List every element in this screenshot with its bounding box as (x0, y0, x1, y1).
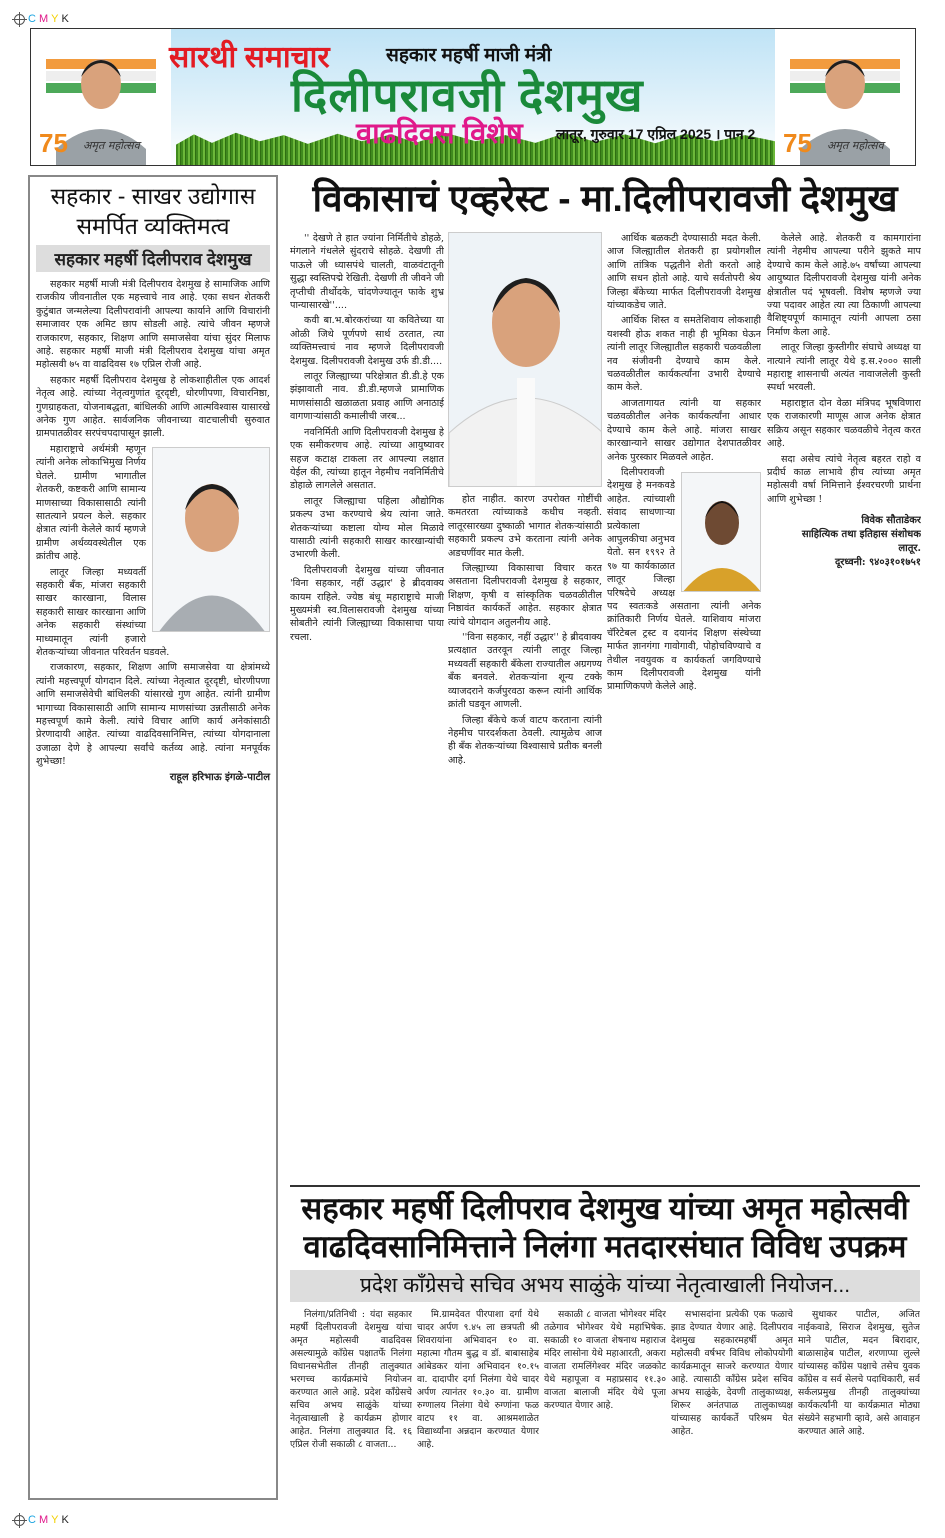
second-article-col-3 (544, 1308, 666, 1503)
paragraph: निलंगा/प्रतिनिधी : यंदा सहकार महर्षी दिलीपरावजी देशमुख यांचा अमृत महोत्सवी वाढदिवस असल्यामुळे काँग्रेस पक्षातर्फे निलंगा विधानसभेतील तीनही तालुक्यात भरगच्च कार्यक्रमांचे नियोजन करण्यात आले आहे. प्रदेश काँग्रेसचे सचिव अभय साळुंके यांच्या नेतृत्वाखाली हे कार्यक्रम होणार आहेत. निलंगा तालुक्यात दि. १६ एप्रिल रोजी सकाळी ८ वाजता... (290, 1309, 412, 1450)
dateline: लातूर, गुरुवार 17 एप्रिल 2025 । पान 2 (556, 126, 756, 142)
second-headline-line-1: सहकार महर्षी दिलीपराव देशमुख यांच्या अमृत महोत्सवी (301, 1191, 909, 1226)
amrut-mahotsav-logo: 75 (39, 128, 68, 158)
main-article-photo (448, 232, 602, 487)
paragraph: ''विना सहकार, नहीं उद्धार'' हे ब्रीदवाक्य प्रत्यक्षात उतरवून त्यांनी लातूर जिल्हा मध्यवर्ती सहकारी बँकेला राज्यातील अग्रगण्य बँक बनवले. शेतकऱ्यांना शून्य टक्के व्याजदराने कर्जपुरवठा करून त्यांनी आर्थिक क्रांती घडवून आणली. (448, 632, 602, 711)
main-article-col-3 (607, 232, 761, 1182)
paragraph: महाराष्ट्राचे अर्थमंत्री म्हणून त्यांनी अनेक लोकाभिमुख निर्णय घेतले. ग्रामीण भागातील शेतकरी, कष्टकरी आणि सामान्य माणसाच्या विकासासाठी त्यांनी सातत्याने प्रयत्न केले. सहकार क्षेत्रात त्यांनी केलेले कार्य म्हणजे ग्रामीण अर्थव्यवस्थेतील एक क्रांतीच आहे. (36, 443, 146, 563)
author-role: साहित्यिक तथा इतिहास संशोधक (801, 529, 921, 541)
paragraph: सभासदांना प्रत्येकी एक फळाचे झाड देण्यात येणार आहे. दिलीपराव देशमुख सहकारमहर्षी अमृत महोत्सवी वर्षभर विविध लोकोपयोगी कार्यक्रमातून साजरे करण्यात येणार आहे. त्यासाठी काँग्रेस प्रदेश सचिव अभय साळुंके, देवणी तालुकाध्यक्ष, शिरूर अनंतपाळ तालुकाध्यक्ष यांच्यासह कार्यकर्ते परिश्रम घेत आहेत. (671, 1309, 793, 1437)
paragraph: सहकार महर्षी दिलीपराव देशमुख हे लोकशाहीतील एक आदर्श नेतृत्व आहे. त्यांच्या नेतृत्वगुणांत दूरदृष्टी, धोरणीपणा, विचारनिष्ठा, गुणग्राहकता, योजनाबद्धता, बांधिलकी आणि आत्मविश्वास यासारखे अनेक गुण आहेत. सार्वजनिक जीवनाच्या वाटचालीची सुरुवात ग्रामपातळीवर सरपंचपदापासून झाली. (36, 374, 270, 440)
cmyk-mark-top (14, 13, 69, 25)
paragraph: सहकार महर्षी माजी मंत्री दिलीपराव देशमुख हे सामाजिक आणि राजकीय जीवनातील एक महत्त्वाचे नाव आहे. एका सधन शेतकरी कुटुंबात जन्मलेल्या दिलीपरावांनी आपल्या कार्याने आणि विचारांनी समाजावर एक अमिट छाप सोडली आहे. त्यांचे जीवन म्हणजे राजकारण, सहकार, शिक्षण आणि समाजसेवा यांचा सुंदर मिलाफ आहे. सहकार महर्षी माजी मंत्री दिलीपराव देशमुख यांचा अमृत महोत्सवी ७५ वा वाढदिवस १७ एप्रिल रोजी आहे. (36, 279, 270, 371)
second-subheadline: प्रदेश काँग्रेसचे सचिव अभय साळुंके यांच्या नेतृत्वाखाली नियोजन... (290, 1270, 920, 1302)
amrut-mahotsav-text: अमृत महोत्सव (827, 139, 884, 152)
left-article-signature: राहूल हरिभाऊ इंगळे-पाटील (169, 771, 270, 783)
paragraph: मि.ग्रामदेवत पीरपाशा दर्गा येथे चादर अर्पण ९.४५ ला छत्रपती श्री शिवरायांना अभिवादन १० वा. महात्मा गौतम बुद्ध व डॉ. बाबासाहेब आंबेडकर यांना अभिवादन १०.१५ वा. दादापीर दर्गा निलंगा येथे चादर अर्पण त्यानंतर १०.३० वा. ग्रामीण रुग्णालय निलंगा येथे रुग्णांना फळ वाटप ११ वा. आश्रमशाळेत विद्यार्थ्यांना अन्नदान करण्यात येणार आहे. (417, 1309, 539, 1450)
paragraph: लातूर जिल्ह्याच्या परिक्षेत्रात डी.डी.हे एक झंझावाती नाव. डी.डी.म्हणजे प्रामाणिक माणसांसाठी खळाळता प्रवाह आणि अनाठाई वागणाऱ्यांसाठी कमालीची जरब... (290, 371, 444, 423)
cmyk-c: C (28, 13, 36, 25)
amrut-mahotsav-logo: 75 (783, 128, 812, 158)
portrait-left (31, 29, 171, 165)
left-article-body (36, 278, 270, 785)
portrait-right (775, 29, 915, 165)
paragraph: राजकारण, सहकार, शिक्षण आणि समाजसेवा या क्षेत्रांमध्ये त्यांनी महत्त्वपूर्ण योगदान दिले. त्यांच्या नेतृत्वात दूरदृष्टी, धोरणीपणा आणि समाजसेवेची बांधिलकी यांसारखे गुण आहेत. त्यांनी ग्रामीण भागाच्या विकासासाठी आणि सामान्य माणसांच्या उन्नतीसाठी अनेक महत्त्वपूर्ण कामे केली. त्यांचे विचार आणि कार्य अनेकांसाठी प्रेरणादायी आहेत. त्यांच्या वाढदिवसानिमित्त, त्यांच्या योगदानाला उजाळा देणे हे आपल्या सर्वांचे कर्तव्य आहे. त्यांना मनपूर्वक शुभेच्छा! (36, 662, 270, 768)
banner-subtitle: सहकार महर्षी माजी मंत्री (386, 45, 552, 66)
portrait-photo-icon (153, 448, 270, 632)
second-headline-line-2: वाढदिवसानिमित्ताने निलंगा मतदारसंघात विविध उपक्रम (303, 1229, 907, 1264)
left-article (28, 175, 278, 1500)
banner-title: दिलीपरावजी देशमुख (291, 69, 644, 121)
section-divider (290, 1185, 920, 1187)
cmyk-c: C (28, 1514, 36, 1526)
author-place: लातूर. (898, 543, 921, 555)
paragraph: जिल्ह्याच्या विकासाचा विचार करत असताना दिलीपरावजी देशमुख हे सहकार, शिक्षण, कृषी व सांस्कृतिक चळवळीतील निष्ठावंत कार्यकर्ते आहेत. सहकार क्षेत्रात त्यांचे योगदान अतुलनीय आहे. (448, 563, 602, 628)
cmyk-m: M (38, 1514, 49, 1526)
second-article-col-5 (798, 1308, 920, 1503)
poem-quote: '' देखणे ते हात ज्यांना निर्मितीचे डोहळे, मंगलाने गंधलेले सुंदराचे सोहळे. देखणी ती पाऊले जी ध्यासपंथे चालती, वाळवंटातूनी सुद्धा स्वस्तिपद्मे रेखिती. देखणी ती जीवने जी तृप्तीची तीर्थोदके, चांदणेज्यातून फाके शुभ्र पान्यासारखे''.... (290, 233, 444, 312)
second-article-col-2 (417, 1308, 539, 1503)
paragraph: लातूर जिल्हा मध्यवर्ती सहकारी बँक, मांजरा सहकारी साखर कारखाना, विलास सहकारी साखर कारखाना आणि अनेक सहकारी संस्थांच्या माध्यमातून त्यांनी हजारो शेतकऱ्यांच्या जीवनात परिवर्तन घडवले. (36, 566, 170, 658)
paragraph: नवनिर्मिती आणि दिलीपरावजी देशमुख हे एक समीकरणच आहे. त्यांच्या आयुष्यावर सहज कटाक्ष टाकला तर आपल्या लक्षात येईल की, त्यांच्या हातून नेहमीच नवनिर्मितीचे डोहाळे लागलेले असतात. (290, 426, 444, 492)
author-photo-icon (682, 473, 761, 592)
paragraph: सकाळी ८ वाजता भोगेश्वर मंदिर तळेगाव भोगेश्वर येथे महाभिषेक. सकाळी १० वाजता शेषनाथ महाराज मंदिर लासोना येथे महाआरती, अकरा वाजता रामलिंगेश्वर मंदिर जळकोट येथे महापूजा व महाप्रसाद ११.३० वाजता बालाजी मंदिर येथे पूजा करण्यात येणार आहे. (544, 1309, 666, 1411)
paragraph: जिल्हा बँकेचे कर्ज वाटप करताना त्यांनी नेहमीच पारदर्शकता ठेवली. त्यामुळेच आज ही बँक शेतकऱ्यांच्या विश्वासाचे प्रतीक बनली आहे. (448, 714, 602, 766)
paragraph: होत नाहीत. कारण उपरोक्त गोष्टींची कमतरता त्यांच्याकडे कधीच नव्हती. लातूरसारख्या दुष्काळी भागात शेतकऱ्यांसाठी सहकारी प्रकल्प उभे करताना त्यांनी अनेक अडचणींवर मात केली. (448, 494, 602, 559)
second-article-col-4 (671, 1308, 793, 1503)
cmyk-y: Y (51, 13, 59, 25)
paragraph: सुधाकर पाटील, अजित नाईकवाडे, सिराज देशमुख, सुतेज माने पाटील, मदन बिरादार, बाळासाहेब पाटील, शरणाप्पा लुल्ले यांच्यासह काँग्रेस पक्षाचे तसेच युवक काँग्रेस व सर्व सेलचे पदाधिकारी, सर्व सर्कलप्रमुख तीनही तालुक्यांच्या कार्यकर्त्यांनी या कार्यक्रमात मोठ्या संख्येने सहभागी व्हावे, असे आवाहन करण्यात आले आहे. (798, 1309, 920, 1437)
left-article-photo (152, 447, 270, 632)
left-article-band: सहकार महर्षी दिलीपराव देशमुख (36, 245, 270, 272)
author-phone: दूरध्वनी: ९४०३१०१७५१ (834, 557, 921, 569)
paragraph: सदा असेच त्यांचे नेतृत्व बहरत राहो व प्रदीर्घ काळ लाभावे हीच त्यांच्या अमृत महोत्सवी वर्षा निमित्ताने ईश्वरचरणी प्रार्थना आणि शुभेच्छा ! (767, 453, 921, 505)
left-article-title: सहकार - साखर उद्योगास समर्पित व्यक्तिमत्व (50, 183, 256, 239)
cmyk-y: Y (51, 1514, 59, 1526)
main-article-col-2 (448, 232, 602, 1182)
paragraph: आर्थिक शिस्त व समतेशिवाय लोकशाही यशस्वी होऊ शकत नाही ही भूमिका घेऊन त्यांनी लातूर जिल्ह्यातील सहकारी चळवळीला नव संजीवनी देण्याचे काम केले. चळवळीतील कार्यकर्त्यांना उभारी देण्याचे काम केले. (607, 315, 761, 394)
author-photo (681, 472, 761, 592)
paragraph: महाराष्ट्रात दोन वेळा मंत्रिपद भूषविणारा एक राजकारणी माणूस आज अनेक क्षेत्रात सक्रिय असून सहकार चळवळीचे नेतृत्व करत आहे. (767, 397, 921, 450)
cmyk-k: K (61, 1514, 69, 1526)
second-article-col-1 (290, 1308, 412, 1503)
paragraph: लातूर जिल्ह्याचा पहिला औद्योगिक प्रकल्प उभा करण्याचे श्रेय त्यांना जाते. शेतकऱ्यांच्या कष्टाला योग्य मोल मिळावे यासाठी त्यांनी सहकारी साखर कारखान्यांची उभारणी केली. (290, 495, 444, 561)
paragraph: लातूर जिल्हा कुस्तीगीर संघाचे अध्यक्ष या नात्याने त्यांनी लातूर येथे इ.स.२००० साली महाराष्ट्र शासनाची अत्यंत नावाजलेली कुस्ती स्पर्धा भरवली. (767, 342, 921, 394)
cmyk-mark-bottom (14, 1514, 69, 1526)
amrut-mahotsav-text: अमृत महोत्सव (83, 139, 140, 152)
masthead-banner (30, 28, 916, 166)
paragraph: दिलीपरावजी देशमुख हे मनकवडे आहेत. त्यांच्याशी संवाद साधणाऱ्या प्रत्येकाला आपुलकीचा अनुभव येतो. सन १९९२ ते ९७ या कार्यकाळात लातूर जिल्हा परिषदेचे अध्यक्ष पद स्वतःकडे असताना त्यांनी अनेक क्रांतिकारी निर्णय घेतले. याशिवाय मांजरा चॅरिटेबल ट्रस्ट व दयानंद शिक्षण संस्थेच्या मार्फत ज्ञानगंगा गावोगावी, पोहोचविण्याचे व तेथील नवयुवक व कार्यकर्ता जगविण्याचे काम दिलीपरावजी देशमुख यांनी प्रामाणिकपणे केलेले आहे. (607, 466, 761, 693)
main-headline: विकासाचं एव्हरेस्ट - मा.दिलीपरावजी देशमुख (312, 178, 898, 219)
paragraph: आजतागायत त्यांनी या सहकार चळवळीतील अनेक कार्यकर्त्यांना आधार देण्याचे काम केले आहे. मांजरा साखर कारखान्याने साखर उद्योगात देशपातळीवर अनेक पुरस्कार मिळवले आहेत. (607, 397, 761, 463)
banner-special-edition: वाढदिवस विशेष (356, 118, 523, 150)
paragraph: आर्थिक बळकटी देण्यासाठी मदत केली. आज जिल्ह्यातील शेतकरी हा प्रयोगशील आणि तांत्रिक पद्धतीने शेती करतो आहे आणि सधन होतो आहे. याचे सर्वतोपरी श्रेय जिल्हा बँकेच्या मार्फत दिलीपरावजी देशमुख यांच्याकडेच जाते. (607, 233, 761, 312)
cmyk-k: K (61, 13, 69, 25)
registration-mark-icon (14, 14, 25, 25)
main-article-col-4 (767, 232, 921, 1182)
author-signature (767, 514, 921, 570)
second-headline (290, 1190, 920, 1266)
paragraph: दिलीपरावजी देशमुख यांच्या जीवनात 'विना सहकार, नहीं उद्धार' हे ब्रीदवाक्य कायम राहिले. ज्येष्ठ बंधू महाराष्ट्राचे माजी मुख्यमंत्री स्व.विलासरावजी देशमुख यांच्या सोबतीने त्यांनी जिल्ह्याच्या विकासाचा पाया रचला. (290, 564, 444, 643)
portrait-photo-icon (449, 233, 602, 487)
main-article-col-1 (290, 232, 444, 1182)
paragraph: केलेले आहे. शेतकरी व कामगारांना त्यांनी नेहमीच आपल्या परीने झुकते माप देण्याचे काम केले आहे.७५ वर्षांच्या आपल्या आयुष्यात दिलीपरावजी देशमुख यांनी अनेक क्षेत्रातील पदं भूषवली. विशेष म्हणजे ज्या ज्या पदावर आहेत त्या त्या ठिकाणी आपल्या वैशिष्ट्यपूर्ण कामातून त्यांनी आपला ठसा निर्माण केला आहे. (767, 233, 921, 338)
newspaper-name: सारथी समाचार (169, 41, 330, 74)
cmyk-m: M (38, 13, 49, 25)
paragraph: कवी बा.भ.बोरकरांच्या या कवितेच्या या ओळी जिथे पूर्णपणे सार्थ ठरतात, त्या व्यक्तिमत्त्वाचं नाव म्हणजे दिलीपरावजी देशमुख. दिलीपरावजी देशमुख उर्फ डी.डी.... (290, 315, 444, 367)
author-name: विवेक सौताडेकर (861, 515, 921, 527)
registration-mark-icon (14, 1515, 25, 1526)
